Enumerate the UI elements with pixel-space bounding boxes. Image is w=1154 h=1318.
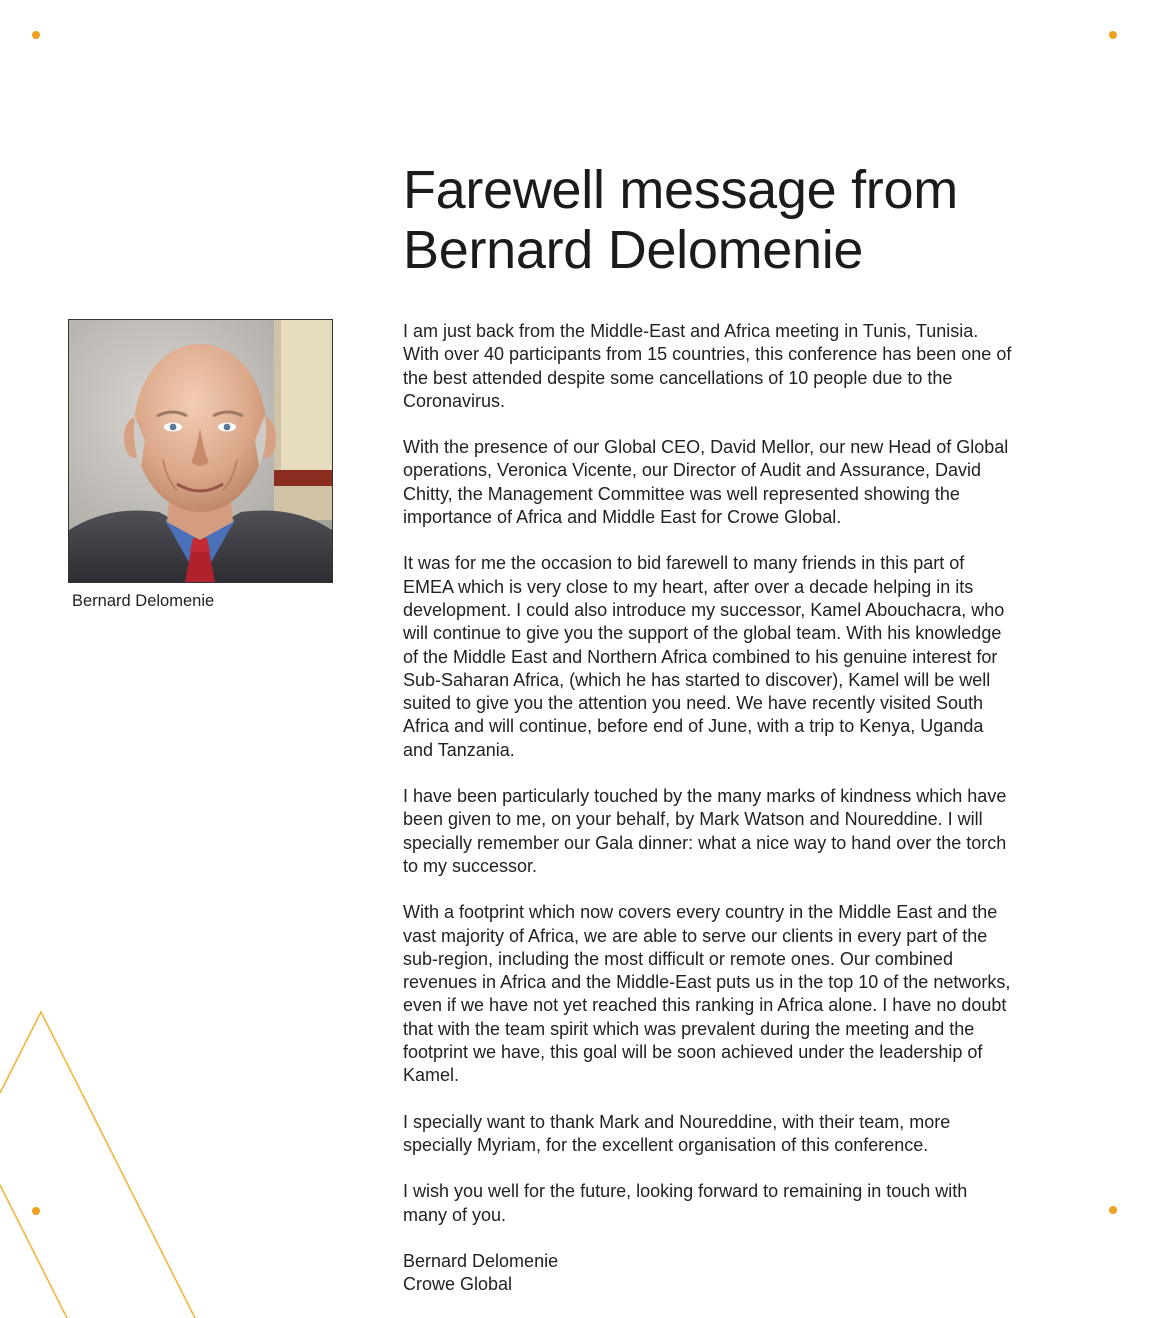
signature-name: Bernard Delomenie: [403, 1250, 559, 1271]
paragraph-line: development. I could also introduce my successor, Kamel Abouchacra, who: [403, 599, 1005, 620]
article-paragraph: [403, 901, 1103, 1087]
paragraph-line: importance of Africa and Middle East for Crowe Global.: [403, 507, 842, 528]
paragraph-line: Kamel.: [403, 1065, 460, 1086]
accent-dot-top-left: [32, 31, 40, 39]
paragraph-line: Chitty, the Management Committee was well represented showing the: [403, 483, 960, 504]
paragraph-line: I wish you well for the future, looking forward to remaining in touch with: [403, 1181, 968, 1202]
article-paragraph: [403, 785, 1103, 878]
paragraph-line: With the presence of our Global CEO, David Mellor, our new Head of Global: [403, 437, 1009, 458]
article-body: [403, 320, 1103, 1296]
article-paragraph: [403, 320, 1103, 413]
paragraph-line: many of you.: [403, 1204, 507, 1225]
paragraph-line: Coronavirus.: [403, 390, 506, 411]
paragraph-line: the best attended despite some cancellations of 10 people due to the: [403, 367, 953, 388]
paragraph-line: to my successor.: [403, 855, 538, 876]
paragraph-line: I am just back from the Middle-East and Africa meeting in Tunis, Tunisia.: [403, 321, 979, 341]
article-paragraph: [403, 436, 1103, 529]
paragraph-line: vast majority of Africa, we are able to serve our clients in every part of the: [403, 925, 988, 946]
paragraph-line: Africa and will continue, before end of June, with a trip to Kenya, Uganda: [403, 716, 984, 737]
paragraph-line: specially remember our Gala dinner: what a nice way to hand over the torch: [403, 832, 1007, 853]
portrait-photo: [68, 319, 333, 583]
paragraph-line: even if we have not yet reached this ranking in Africa alone. I have no doubt: [403, 995, 1007, 1016]
paragraph-line: that with the team spirit which was prevalent during the meeting and the: [403, 1018, 975, 1039]
photo-caption: Bernard Delomenie: [72, 592, 215, 610]
paragraph-line: suited to give you the attention you need. We have recently visited South: [403, 693, 984, 714]
signature-block: [403, 1250, 1103, 1297]
paragraph-line: I have been particularly touched by the many marks of kindness which have: [403, 786, 1007, 807]
article-paragraph: [403, 1111, 1103, 1158]
paragraph-line: EMEA which is very close to my heart, after over a decade helping in its: [403, 576, 974, 597]
paragraph-line: revenues in Africa and the Middle-East puts us in the top 10 of the networks,: [403, 972, 1011, 993]
accent-dot-bottom-left: [32, 1207, 40, 1215]
paragraph-line: specially Myriam, for the excellent organisation of this conference.: [403, 1134, 929, 1155]
signature-organisation: Crowe Global: [403, 1274, 513, 1295]
paragraph-line: With over 40 participants from 15 countries, this conference has been one of: [403, 344, 1012, 365]
article-paragraph: [403, 552, 1103, 762]
paragraph-line: sub-region, including the most difficult or remote ones. Our combined: [403, 948, 953, 969]
accent-dot-bottom-right: [1109, 1206, 1117, 1214]
paragraph-line: I specially want to thank Mark and Noureddine, with their team, more: [403, 1111, 951, 1132]
page-title-line: Bernard Delomenie: [403, 220, 864, 280]
paragraph-line: With a footprint which now covers every country in the Middle East and the: [403, 902, 998, 923]
paragraph-line: and Tanzania.: [403, 739, 515, 760]
paragraph-line: operations, Veronica Vicente, our Director of Audit and Assurance, David: [403, 460, 982, 481]
paragraph-line: Sub-Saharan Africa, (which he has started to discover), Kamel will be well: [403, 669, 991, 690]
page-title-line: Farewell message from: [403, 160, 958, 220]
paragraph-line: It was for me the occasion to bid farewell to many friends in this part of: [403, 553, 965, 574]
paragraph-line: will continue to give you the support of the global team. With his knowledge: [403, 623, 1002, 644]
paragraph-line: of the Middle East and Northern Africa combined to his genuine interest for: [403, 646, 998, 667]
accent-dot-top-right: [1109, 31, 1117, 39]
paragraph-line: been given to me, on your behalf, by Mark Watson and Noureddine. I will: [403, 809, 983, 830]
article-paragraph: [403, 1180, 1103, 1227]
portrait-illustration: [69, 320, 332, 582]
page-title: [403, 160, 1103, 280]
paragraph-line: footprint we have, this goal will be soon achieved under the leadership of: [403, 1042, 983, 1063]
